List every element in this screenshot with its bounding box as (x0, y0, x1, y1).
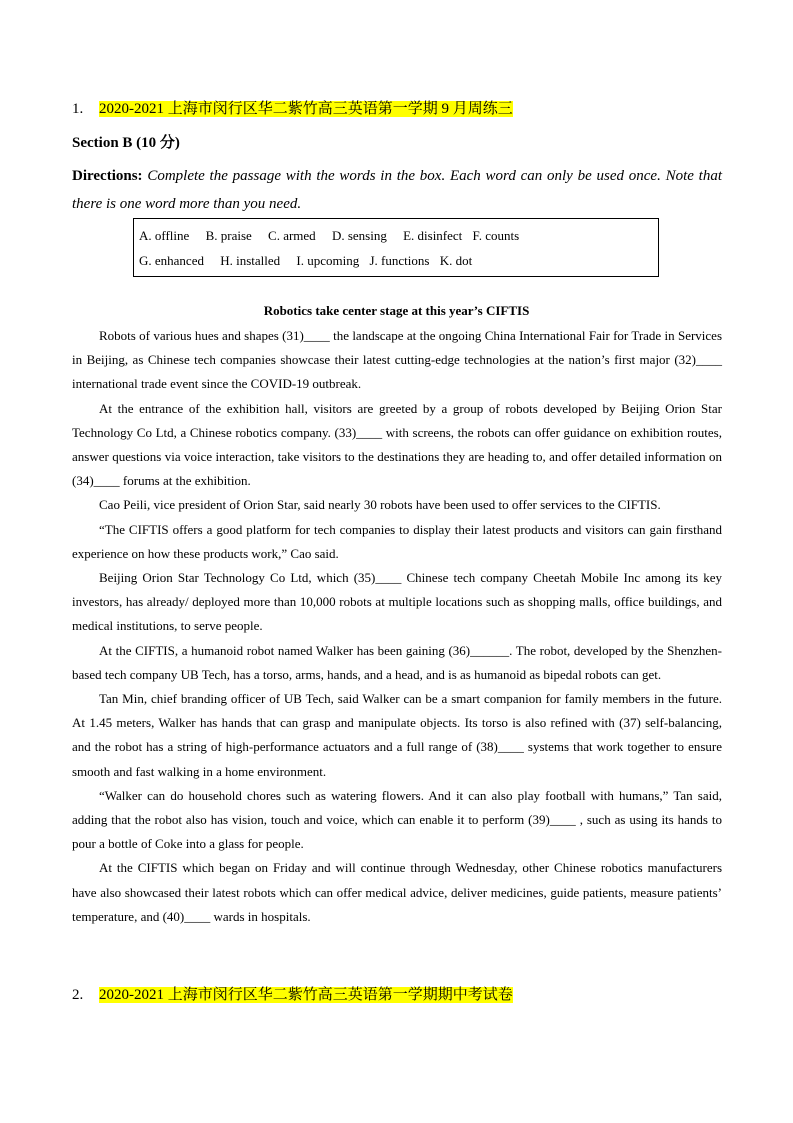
directions-text: Complete the passage with the words in the box. Each word can only be used once. Note that there is one word more than you need. (72, 168, 723, 212)
word-box-row-2 (139, 248, 658, 273)
question-1-heading (72, 99, 513, 119)
passage-paragraph: Cao Peili, vice president of Orion Star, said nearly 30 robots have been used to offer services to the CIFTIS. (99, 497, 661, 513)
word-option: J. functions (369, 253, 430, 268)
word-box (133, 218, 659, 277)
question-2-number: 2. (72, 987, 84, 1003)
word-box-row-1 (139, 223, 658, 248)
word-option: I. upcoming (296, 253, 360, 268)
word-option: B. praise (205, 228, 252, 243)
directions (72, 162, 722, 218)
passage-paragraph: Beijing Orion Star Technology Co Ltd, which (35)____ Chinese tech company Cheetah Mobile Inc among its key investors, has already/ deployed more than 10,000 robots at multiple locations such as shopping malls, office buildings, and medical institutions, to serve people. (72, 570, 722, 634)
question-1-source: 2020-2021 上海市闵行区华二紫竹高三英语第一学期 9 月周练三 (99, 101, 513, 117)
question-2-source: 2020-2021 上海市闵行区华二紫竹高三英语第一学期期中考试卷 (99, 987, 513, 1003)
passage-paragraph: Robots of various hues and shapes (31)____ the landscape at the ongoing China International Fair for Trade in Services in Beijing, as Chinese tech companies showcase their latest cutting-edge technologies at the nation’s first major (32)____ international trade event since the COVID-19 outbreak. (72, 328, 722, 392)
word-option: C. armed (268, 228, 316, 243)
word-option: G. enhanced (139, 253, 204, 268)
question-1-number: 1. (72, 101, 84, 117)
directions-label: Directions: (72, 168, 143, 184)
word-option: F. counts (472, 228, 520, 243)
word-option: K. dot (439, 253, 473, 268)
passage-paragraph: At the CIFTIS, a humanoid robot named Walker has been gaining (36)______. The robot, developed by the Shenzhen-based tech company UB Tech, has a torso, arms, hands, and a head, and is as humanoid as bipedal robots can get. (72, 642, 722, 682)
question-2-heading (72, 985, 513, 1005)
word-option: D. sensing (331, 228, 387, 243)
word-option: A. offline (139, 228, 190, 243)
word-option: E. disinfect (403, 228, 463, 243)
passage-paragraph: At the CIFTIS which began on Friday and will continue through Wednesday, other Chinese robotics manufacturers have also showcased their latest robots which can offer medical advice, deliver medicines, guide patients, measure patients’ temperature, and (40)____ wards in hospitals. (72, 860, 722, 924)
passage-title: Robotics take center stage at this year’s CIFTIS (263, 303, 530, 318)
word-option: H. installed (220, 253, 281, 268)
passage-paragraph: “Walker can do household chores such as watering flowers. And it can also play football with humans,” Tan said, adding that the robot also has vision, touch and voice, which can enable it to perform (39)____ , such as using its hands to pour a bottle of Coke into a glass for people. (72, 787, 722, 852)
passage-paragraph: “The CIFTIS offers a good platform for tech companies to display their latest products and visitors can gain firsthand experience on how these products work,” Cao said. (72, 521, 722, 561)
passage-paragraph: At the entrance of the exhibition hall, visitors are greeted by a group of robots developed by Beijing Orion Star Technology Co Ltd, a Chinese robotics company. (33)____ with screens, the robots can offer guidance on exhibition routes, answer questions via voice interaction, take visitors to the destinations they are heading to, and offer detailed information on (34)____ forums at the exhibition. (72, 400, 722, 489)
section-title: Section B (10 分) (72, 135, 180, 151)
passage-body (72, 324, 722, 929)
passage-paragraph: Tan Min, chief branding officer of UB Tech, said Walker can be a smart companion for family members in the future. At 1.45 meters, Walker has hands that can grasp and manipulate objects. Its torso is also refined with (37) self-balancing, and the robot has a string of high-performance actuators and a full range of (38)____ systems that work together to ensure smooth and fast walking in a home environment. (72, 691, 722, 779)
